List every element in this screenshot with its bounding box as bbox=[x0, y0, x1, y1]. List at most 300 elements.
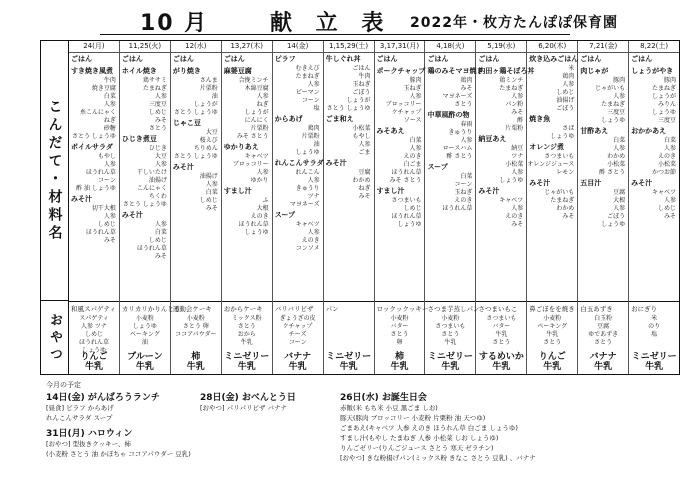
row-labels bbox=[41, 41, 69, 374]
day-date: 12(水) bbox=[171, 41, 221, 53]
ingredient: ブロッコリー bbox=[385, 101, 422, 108]
ingredient: 小松菜 bbox=[658, 161, 677, 168]
ingredient: えのき bbox=[301, 237, 320, 244]
ingredient: オレンジジュース bbox=[527, 161, 575, 168]
ingredient: 人参 bbox=[460, 137, 473, 144]
ingredient: ねぎ bbox=[103, 117, 116, 124]
snack-ingredient: 卵 bbox=[396, 339, 403, 346]
ingredient: 人参 bbox=[256, 93, 269, 100]
ingredient: えのき bbox=[658, 153, 677, 160]
dish-name: みそ汁 bbox=[325, 159, 347, 167]
lunch-cell bbox=[120, 53, 170, 301]
ingredient: 焼き豆腐 bbox=[91, 85, 116, 92]
ingredient: 鶏肉 bbox=[307, 125, 320, 132]
snack-ingredient: 小麦粉 bbox=[441, 315, 460, 322]
event-detail: ごまあえ(キャベツ 人参 えのき ほうれん草 白ごま しょうゆ) bbox=[340, 424, 518, 432]
ingredient: ねぎ bbox=[358, 185, 371, 192]
dish-name: おかかあえ bbox=[631, 127, 667, 135]
snack-name: おからケーキ bbox=[223, 305, 263, 313]
snack-ingredient: さつまいも bbox=[435, 323, 466, 330]
event-detail: [おやつ] パリパリピザ バナナ bbox=[200, 404, 288, 412]
ingredient: 牛肉 bbox=[358, 73, 371, 80]
dish-name: ホイル焼き bbox=[121, 67, 157, 75]
ingredient: ケチャップ bbox=[391, 109, 422, 116]
snack-ingredient: 小麦粉 bbox=[135, 315, 154, 322]
snack-drink: バナナ 牛乳 bbox=[284, 352, 312, 372]
dish-name: 五目汁 bbox=[580, 179, 602, 187]
ingredient: 米 bbox=[568, 65, 575, 72]
dish-name: 牛しぐれ丼 bbox=[325, 55, 361, 63]
title-underline bbox=[100, 34, 570, 35]
dish-name: オレンジ煮 bbox=[529, 143, 564, 151]
day-column bbox=[578, 41, 629, 374]
page-title: 献 立 表 bbox=[270, 11, 392, 36]
ingredient: しめじ bbox=[148, 109, 167, 116]
dish-name: みそ汁 bbox=[121, 211, 143, 219]
snack-drink: するめいか 牛乳 bbox=[478, 352, 524, 372]
ingredient: レモン bbox=[556, 169, 575, 176]
ingredient: 桜えび bbox=[199, 137, 218, 144]
ingredient: ごぼう bbox=[556, 105, 575, 112]
ingredient: しょうゆ bbox=[601, 117, 626, 124]
ingredient: しょうゆ bbox=[601, 221, 626, 228]
ingredient: 人参 bbox=[103, 213, 116, 220]
ingredient: しょうゆ bbox=[499, 177, 524, 184]
dish-name: ポークチャップ bbox=[376, 67, 426, 75]
ingredient: 人参 bbox=[562, 81, 575, 88]
ingredient: 豆腐 bbox=[358, 169, 371, 176]
ingredient: 片栗粉 bbox=[505, 125, 524, 132]
snack-cell bbox=[324, 301, 374, 376]
ingredient: ロースハム bbox=[442, 145, 473, 152]
ingredient: 人参 bbox=[103, 161, 116, 168]
ingredient: みそ bbox=[562, 213, 575, 220]
ingredient: 小松菜 bbox=[352, 125, 371, 132]
ingredient: 人参 bbox=[307, 81, 320, 88]
month-title: 10 月 bbox=[140, 11, 209, 36]
ingredient: 切干大根 bbox=[91, 205, 116, 212]
ingredient: 大根 bbox=[256, 205, 269, 212]
ingredient: 納豆 bbox=[511, 145, 524, 152]
ingredient: しめじ bbox=[658, 205, 677, 212]
ingredient: ごぼう bbox=[607, 213, 626, 220]
dish-name: 炊き込みごはん bbox=[529, 55, 579, 63]
ingredient: 酢 bbox=[517, 117, 524, 124]
ingredient: 人参 bbox=[613, 205, 626, 212]
ingredient: 片栗粉 bbox=[199, 85, 218, 92]
ingredient: 大豆 bbox=[154, 153, 167, 160]
ingredient: きゅうり bbox=[295, 185, 320, 192]
day-column bbox=[629, 41, 679, 374]
snack-ingredient: さとう bbox=[441, 331, 460, 338]
dish-name: スープ bbox=[427, 163, 448, 171]
ingredient: もやし bbox=[97, 153, 116, 160]
ingredient: みそ bbox=[460, 85, 473, 92]
ingredient: たまねぎ bbox=[295, 73, 320, 80]
ingredient: 人参 bbox=[511, 93, 524, 100]
ingredient: 白菜 bbox=[460, 173, 473, 180]
event-detail: [おやつ] 型抜きクッキー、柿 bbox=[46, 440, 131, 448]
snack-ingredient: 牛乳 bbox=[240, 339, 253, 346]
snack-name: さつま芋蒸しパン bbox=[427, 305, 480, 313]
dish-name: 鶏のみそマヨ焼き bbox=[427, 67, 484, 75]
event-detail: すまし汁(もやし たまねぎ 人参 小松菜 しお しょうゆ) bbox=[340, 434, 499, 442]
ingredient: 豚肉 bbox=[613, 77, 626, 84]
snack-drink: ミニゼリー 牛乳 bbox=[326, 352, 372, 372]
ingredient: しょうゆ bbox=[652, 109, 677, 116]
dish-name: スープ bbox=[274, 211, 295, 219]
ingredient: しめじ bbox=[148, 237, 167, 244]
dish-name: 麻婆豆腐 bbox=[223, 67, 252, 75]
ingredient: しょうが bbox=[244, 109, 269, 116]
ingredient: こんにゃく bbox=[136, 185, 167, 192]
ingredient: 人参 bbox=[307, 229, 320, 236]
ingredient: 三度豆 bbox=[148, 101, 167, 108]
day-date: 13,27(木) bbox=[222, 41, 272, 53]
snack-ingredient: 牛乳 bbox=[444, 339, 457, 346]
ingredient: 鶏ササミ bbox=[142, 77, 167, 84]
ingredient: 酢 さとう bbox=[446, 153, 473, 160]
day-column bbox=[222, 41, 273, 374]
snack-drink: ミニゼリー 牛乳 bbox=[224, 352, 270, 372]
ingredient: 人参 bbox=[307, 177, 320, 184]
snack-ingredient: さとう bbox=[492, 339, 511, 346]
ingredient: しょうゆ bbox=[397, 221, 422, 228]
ingredient: 片栗粉 bbox=[250, 125, 269, 132]
day-date: 8,22(土) bbox=[629, 41, 679, 53]
lunch-cell bbox=[425, 53, 484, 301]
dish-name: 中華風酢の物 bbox=[427, 111, 470, 119]
ingredient: 砂糖 bbox=[103, 125, 116, 132]
menu-table bbox=[40, 40, 680, 375]
snack-drink: りんご 牛乳 bbox=[538, 352, 566, 372]
event-lunch bbox=[46, 390, 160, 423]
ingredient: みりん bbox=[658, 101, 677, 108]
ingredient: わかめ bbox=[556, 205, 575, 212]
snack-ingredient: スパゲティ bbox=[79, 315, 109, 322]
ingredient: さとう bbox=[148, 125, 167, 132]
day-column bbox=[120, 41, 181, 374]
ingredient: 人参 bbox=[154, 161, 167, 168]
ingredient: ツナ bbox=[307, 193, 320, 200]
ingredient: キャベツ bbox=[244, 153, 269, 160]
snack-ingredient: コーン bbox=[288, 339, 307, 346]
ingredient: みそ bbox=[154, 253, 167, 260]
ingredient: えのき bbox=[505, 213, 524, 220]
event-detail: 赤飯(米 もち米 小豆 黒ごま しお) bbox=[340, 404, 438, 412]
ingredient: ほうれん草 bbox=[391, 213, 422, 220]
ingredient: 油揚げ bbox=[148, 177, 167, 184]
dish-name: がり焼き bbox=[172, 67, 201, 75]
ingredient: 油 bbox=[313, 141, 320, 148]
ingredient: 白菜 bbox=[409, 137, 422, 144]
dish-name: ごはん bbox=[121, 55, 143, 63]
ingredient: さつまいも bbox=[391, 197, 422, 204]
ingredient: しめじ bbox=[199, 197, 218, 204]
snack-ingredient: おから bbox=[237, 331, 256, 338]
ingredient: さば bbox=[562, 125, 575, 132]
dish-name: ゆかりあえ bbox=[223, 143, 259, 151]
ingredient: 鶏肉 bbox=[460, 77, 473, 84]
ingredient: ちくわ bbox=[148, 193, 167, 200]
ingredient: ほうれん草 bbox=[85, 169, 116, 176]
ingredient: しめじ bbox=[403, 205, 422, 212]
ingredient: しょうが bbox=[346, 97, 371, 104]
dish-name: じゃこ豆 bbox=[172, 119, 201, 127]
dish-name: すまし汁 bbox=[223, 187, 252, 195]
dish-name: みそ汁 bbox=[631, 179, 653, 187]
dish-name: ごま和え bbox=[325, 115, 354, 123]
dish-name: ボイルサラダ bbox=[71, 143, 113, 151]
snack-ingredient: ケチャップ bbox=[282, 323, 313, 330]
ingredient: 白菜 bbox=[664, 137, 677, 144]
day-date: 7,21(金) bbox=[578, 41, 628, 53]
snack-drink: 柿 牛乳 bbox=[186, 352, 205, 372]
snack-ingredient: ぎょうざの皮 bbox=[279, 315, 316, 322]
ingredient: 糸こんにゃく bbox=[80, 109, 116, 116]
ingredient: 木綿豆腐 bbox=[244, 85, 269, 92]
ingredient: ねぎ bbox=[256, 101, 269, 108]
ingredient: ほうれん草 bbox=[136, 245, 167, 252]
ingredient: 人参 bbox=[358, 141, 371, 148]
snack-name: カリカリかりんとう bbox=[121, 305, 181, 313]
ingredient: ごはん bbox=[352, 65, 371, 72]
ingredient: えのき bbox=[403, 153, 422, 160]
ingredient: 玉ねぎ bbox=[454, 189, 473, 196]
dish-name: 甘酢あえ bbox=[580, 127, 609, 135]
ingredient: 人参 bbox=[256, 169, 269, 176]
ingredient: 片栗粉 bbox=[301, 133, 320, 140]
day-column bbox=[171, 41, 222, 374]
day-date: 1,15,29(土) bbox=[324, 41, 374, 53]
event-halloween bbox=[46, 426, 191, 459]
dish-name: ごはん bbox=[172, 55, 194, 63]
event-detail: [おやつ] きな粉揚げパン(ミックス粉 きなこ さとう 豆乳) 、バナナ bbox=[340, 454, 536, 462]
lunch-cell bbox=[375, 53, 425, 301]
event-detail: [昼食] ピラフ からあげ bbox=[46, 404, 114, 412]
dish-name: 納豆あえ bbox=[478, 135, 507, 143]
dish-name: みそ汁 bbox=[478, 187, 500, 195]
ingredient: 豚肉 bbox=[409, 77, 422, 84]
snack-cell bbox=[69, 301, 119, 376]
event-title: 14日(金) がんばろうランチ bbox=[46, 393, 160, 403]
ingredient: みそ bbox=[154, 117, 167, 124]
snack-label: おやつ bbox=[47, 313, 62, 364]
dish-name: ごはん bbox=[478, 55, 500, 63]
snack-drink: りんご 牛乳 bbox=[80, 352, 108, 372]
snack-cell bbox=[375, 301, 429, 376]
ingredient: しめじ bbox=[556, 89, 575, 96]
ingredient: ちりめん bbox=[193, 145, 218, 152]
ingredient: パン粉 bbox=[505, 101, 524, 108]
snack-cell bbox=[476, 301, 526, 376]
snack-cell bbox=[629, 301, 679, 376]
ingredient: たまねぎ bbox=[601, 101, 626, 108]
ingredient: 鶏肉 bbox=[562, 73, 575, 80]
snack-ingredient: 牛乳 bbox=[495, 331, 508, 338]
ingredient: さとう しょうゆ bbox=[122, 201, 167, 208]
ingredient: しょうが bbox=[193, 101, 218, 108]
ingredient: 油 bbox=[211, 93, 218, 100]
day-column bbox=[273, 41, 324, 374]
lunch-cell bbox=[578, 53, 628, 301]
ingredient: たまねぎ bbox=[652, 85, 677, 92]
ingredient: 小松菜 bbox=[607, 161, 626, 168]
ingredient: れんこん bbox=[295, 169, 320, 176]
ingredient: コーン bbox=[301, 97, 320, 104]
snack-ingredient: ベーキング bbox=[537, 323, 568, 330]
event-detail: りんごゼリー(りんごジュース さとう 寒天 ゼラチン) bbox=[340, 444, 494, 452]
ingredient: たまねぎ bbox=[142, 85, 167, 92]
day-columns bbox=[69, 41, 679, 374]
ingredient: ピーマン bbox=[295, 89, 320, 96]
dish-name: すき焼き風煮 bbox=[71, 67, 113, 75]
day-date: 6,20(木) bbox=[527, 41, 577, 53]
ingredient: 玉ねぎ bbox=[352, 81, 371, 88]
dish-name: みそあえ bbox=[376, 127, 405, 135]
day-date: 11,25(火) bbox=[120, 41, 170, 53]
snack-ingredient: 小麦粉 bbox=[390, 315, 409, 322]
snack-ingredient: 小麦粉 bbox=[543, 315, 562, 322]
ingredient: さとう しょうゆ bbox=[326, 105, 371, 112]
dish-name: れんこんサラダ bbox=[274, 159, 324, 167]
snack-ingredient: 牛乳 bbox=[546, 331, 559, 338]
snack-drink: バナナ 牛乳 bbox=[589, 352, 617, 372]
ingredient: ソース bbox=[403, 117, 422, 124]
ingredient: しょうゆ bbox=[244, 229, 269, 236]
ingredient: 酢 さとう bbox=[599, 169, 626, 176]
ingredient: きゅうり bbox=[448, 129, 473, 136]
ingredient: ゆかり bbox=[250, 177, 269, 184]
ingredient: 人参 bbox=[409, 145, 422, 152]
snack-cell bbox=[273, 301, 323, 376]
lunch-cell bbox=[69, 53, 119, 301]
snack-cell bbox=[120, 301, 181, 376]
ingredient: さんま bbox=[199, 77, 218, 84]
snack-ingredient: ココアパウダー bbox=[175, 331, 217, 338]
ingredient: ほうれん草 bbox=[442, 205, 473, 212]
day-date: 3,17,31(月) bbox=[375, 41, 425, 53]
lunch-cell bbox=[527, 53, 577, 301]
ingredient: 酢 油 しょうゆ bbox=[76, 185, 116, 192]
ingredient: しょうゆ bbox=[550, 133, 575, 140]
ingredient: みそ bbox=[358, 193, 371, 200]
snack-ingredient: 人参 ツナ bbox=[81, 323, 107, 330]
dish-name: ごはん bbox=[580, 55, 602, 63]
ingredient: 白菜 bbox=[205, 189, 218, 196]
snack-cell bbox=[527, 301, 577, 376]
snack-ingredient: ゆであずき bbox=[588, 331, 619, 338]
day-column bbox=[324, 41, 375, 374]
snack-drink: ブルーン 牛乳 bbox=[127, 352, 163, 372]
snack-ingredient: 塩 bbox=[651, 331, 658, 338]
snack-name: バリバリピザ bbox=[274, 305, 314, 313]
ingredient: みそ bbox=[205, 205, 218, 212]
ingredient: ほうれん草 bbox=[391, 169, 422, 176]
event-title: 28日(金) おべんとう日 bbox=[200, 393, 296, 403]
snack-cell bbox=[425, 301, 480, 376]
ingredient: 人参 bbox=[664, 145, 677, 152]
ingredient: 合挽ミンチ bbox=[238, 77, 269, 84]
snack-drink: ミニゼリー 牛乳 bbox=[631, 352, 677, 372]
snack-ingredient: しょうゆ bbox=[81, 347, 106, 354]
ingredient: 人参 bbox=[511, 169, 524, 176]
snack-name: さつまいもこ bbox=[478, 305, 518, 313]
dish-name: ごはん bbox=[376, 55, 398, 63]
ingredient: しょうゆ bbox=[295, 149, 320, 156]
snack-cell bbox=[578, 301, 628, 376]
snack-ingredient: ほうれん草 bbox=[78, 339, 109, 346]
ingredient: しょうが bbox=[652, 93, 677, 100]
ingredient: 三度豆 bbox=[658, 117, 677, 124]
dish-name: 肉じゃが bbox=[580, 67, 609, 75]
ingredient: みそ さとう bbox=[389, 177, 422, 184]
ingredient: キャベツ bbox=[652, 189, 677, 196]
ingredient: ひじき bbox=[148, 145, 167, 152]
ingredient: コーン bbox=[454, 181, 473, 188]
ingredient: さとう しょうゆ bbox=[173, 109, 218, 116]
ingredient: えのき bbox=[454, 197, 473, 204]
snack-ingredient: さとう bbox=[543, 339, 562, 346]
event-title: 26日(水) お誕生日会 bbox=[340, 393, 427, 403]
ingredient: ごま bbox=[358, 149, 371, 156]
ingredient: しめじ bbox=[97, 221, 116, 228]
ingredient: 人参 bbox=[154, 221, 167, 228]
snack-drink: 柿 牛乳 bbox=[390, 352, 409, 372]
ingredient: ごぼう bbox=[352, 89, 371, 96]
ingredient: ふ bbox=[262, 197, 269, 204]
ingredient: 人参 bbox=[205, 181, 218, 188]
ingredient: 豆腐 bbox=[613, 189, 626, 196]
snack-name: 和風スパゲティ bbox=[71, 305, 116, 313]
snack-ingredient: チーズ bbox=[288, 331, 307, 338]
ingredient: 人参 bbox=[613, 93, 626, 100]
snack-name: 鼻ごぼをを焼き bbox=[529, 305, 575, 313]
ingredient: 玉ねぎ bbox=[403, 85, 422, 92]
day-column bbox=[527, 41, 578, 374]
event-birthday bbox=[340, 390, 536, 463]
ingredient: キャベツ bbox=[295, 221, 320, 228]
lunch-cell bbox=[273, 53, 323, 301]
lunch-cell bbox=[222, 53, 272, 301]
day-column bbox=[425, 41, 484, 374]
day-date: 24(月) bbox=[69, 41, 119, 53]
lunch-cell bbox=[476, 53, 535, 301]
header bbox=[100, 6, 660, 34]
lunch-cell bbox=[629, 53, 679, 301]
snack-ingredient: さとう bbox=[237, 323, 256, 330]
dish-name: 焼き魚 bbox=[529, 115, 551, 123]
lunch-cell bbox=[171, 53, 221, 301]
ingredient: 春雨 bbox=[460, 121, 473, 128]
day-date: 14(金) bbox=[273, 41, 323, 53]
ingredient: にんにく bbox=[244, 117, 269, 124]
schedule-notes bbox=[40, 380, 680, 490]
snack-name: ロックックッキー bbox=[376, 305, 429, 313]
dish-name: 内田ヶ鶏そぼろ丼 bbox=[478, 67, 535, 75]
ingredient: 干しいたけ bbox=[136, 169, 167, 176]
ingredient: みそ bbox=[103, 237, 116, 244]
ingredient: えのき bbox=[250, 213, 269, 220]
day-date: 5,19(水) bbox=[476, 41, 526, 53]
ingredient: 豚肉 bbox=[664, 77, 677, 84]
ingredient: さとう bbox=[454, 101, 473, 108]
ingredient: みそ bbox=[511, 109, 524, 116]
dish-name: ひじき煮豆 bbox=[121, 135, 157, 143]
ingredient: 人参 bbox=[511, 205, 524, 212]
snack-cell bbox=[171, 301, 221, 376]
ingredient: じゃがいも bbox=[595, 85, 626, 92]
